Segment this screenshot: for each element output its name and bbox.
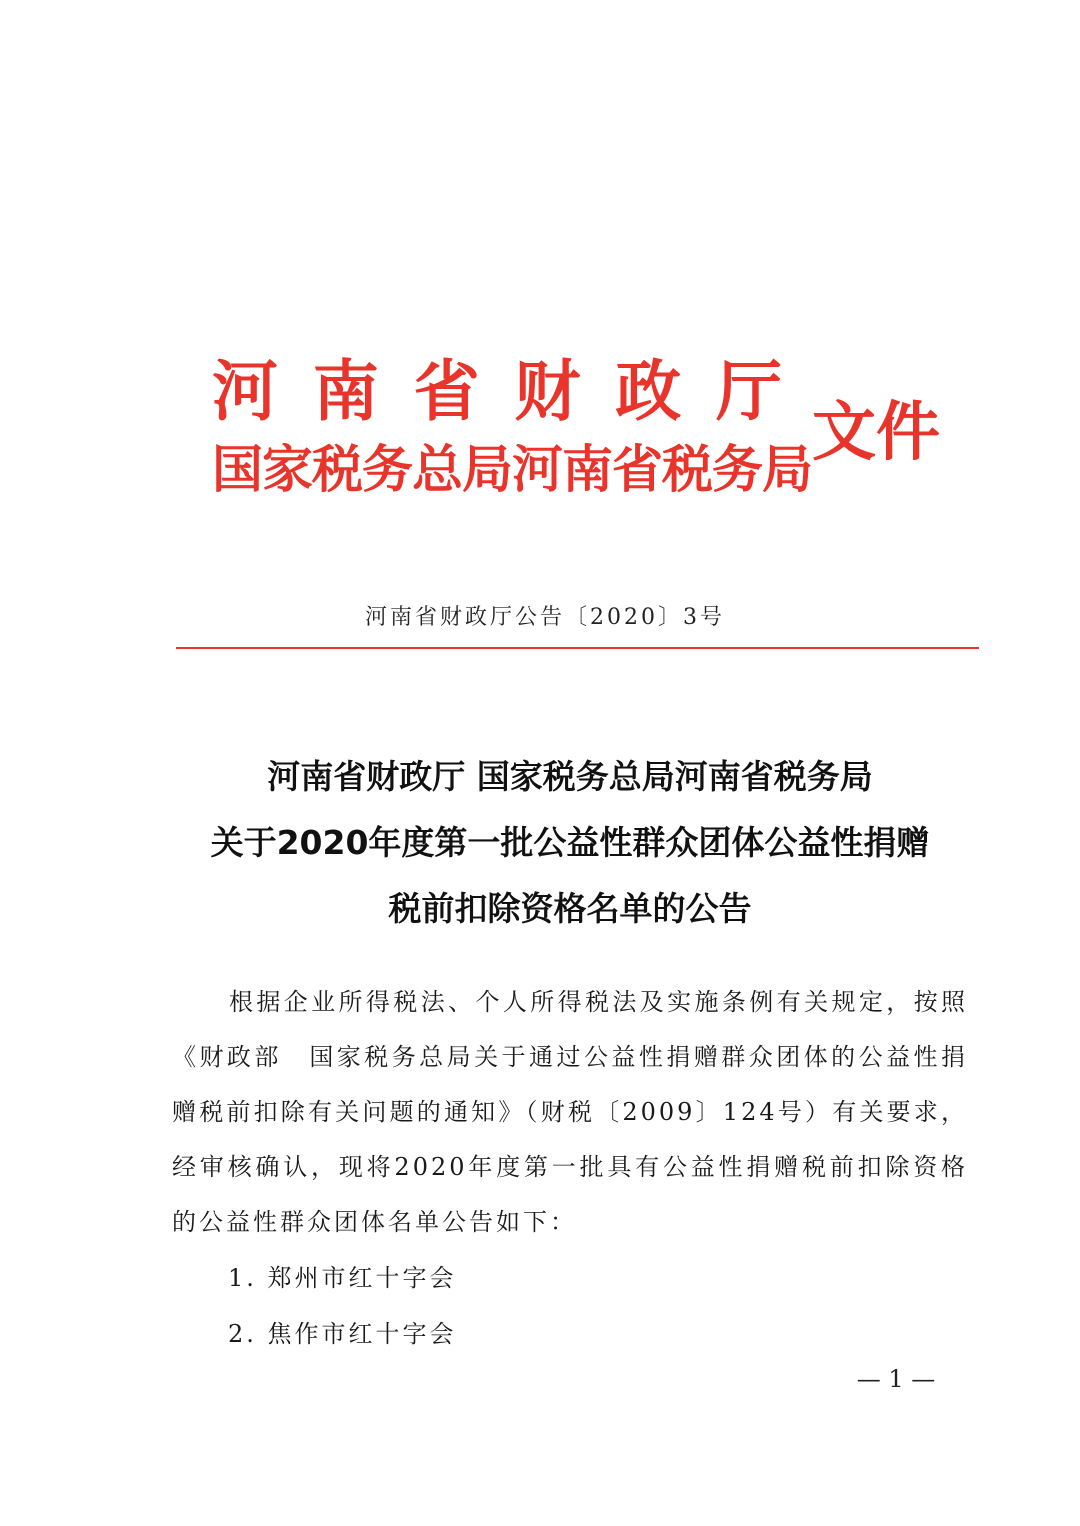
page-number: — 1 — — [856, 1365, 936, 1393]
masthead-suffix: 文件 — [812, 396, 940, 470]
title-line: 河南省财政厅 国家税务总局河南省税务局 — [267, 757, 873, 796]
red-masthead — [0, 0, 1080, 560]
masthead-char: 河 — [212, 353, 278, 430]
red-divider — [176, 647, 979, 649]
masthead-char: 财 — [514, 353, 581, 430]
title-line: 税前扣除资格名单的公告 — [388, 889, 752, 928]
masthead-line-tax-bureau: 国家税务总局河南省税务局 — [212, 441, 813, 500]
masthead-char: 政 — [615, 353, 682, 430]
list-item: 1. 郑州市红十字会 — [228, 1264, 457, 1292]
document-number: 河南省财政厅公告〔2020〕3号 — [365, 605, 725, 630]
masthead-char: 省 — [413, 353, 480, 430]
list-item: 2. 焦作市红十字会 — [228, 1320, 457, 1348]
title-line: 关于2020年度第一批公益性群众团体公益性捐赠 — [210, 823, 930, 862]
body-paragraph: 根据企业所得税法、个人所得税法及实施条例有关规定，按照《财政部 国家税务总局关于通过公益性捐赠群众团体的公益性捐赠税前扣除有关问题的通知》（财税〔2009〕124号）有关要求，经审核确认，现将2020年度第一批具有公益性捐赠税前扣除资格的公益性群众团体名单公告如下： — [172, 988, 968, 1236]
organization-list — [228, 1250, 928, 1362]
document-title — [150, 748, 990, 946]
masthead-char: 南 — [312, 353, 379, 430]
masthead-line-finance-department — [212, 352, 782, 432]
masthead-char: 厅 — [715, 353, 782, 430]
